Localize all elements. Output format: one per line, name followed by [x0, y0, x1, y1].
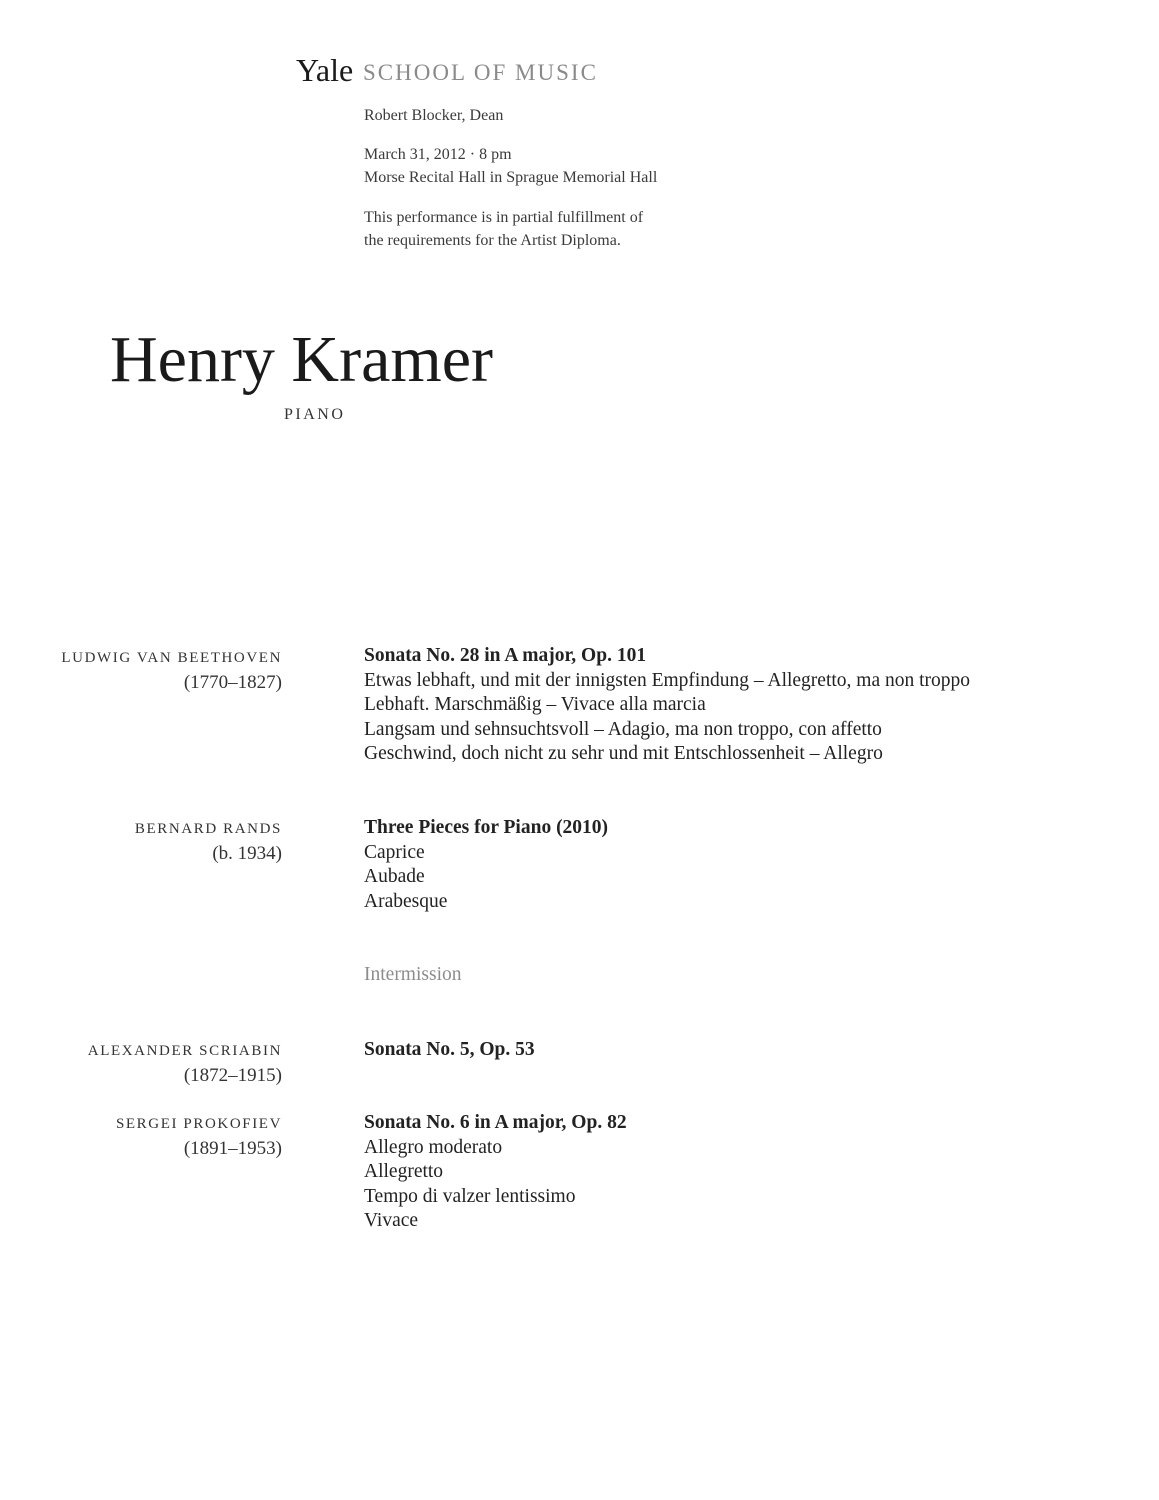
movement: Allegro moderato — [364, 1136, 503, 1158]
work-rands — [364, 816, 608, 914]
work-title: Sonata No. 5, Op. 53 — [364, 1039, 535, 1060]
movement: Caprice — [364, 841, 425, 863]
venue: Morse Recital Hall in Sprague Memorial Hall — [364, 169, 658, 186]
event-info — [364, 143, 657, 189]
note-line-1: This performance is in partial fulfillment of — [364, 209, 644, 226]
school-name: SCHOOL OF MUSIC — [363, 60, 598, 85]
movement: Aubade — [364, 866, 425, 887]
work-beethoven — [364, 644, 970, 767]
yale-wordmark: Yale — [296, 52, 354, 88]
performer-instrument: PIANO — [284, 406, 346, 423]
work-title: Sonata No. 28 in A major, Op. 101 — [364, 645, 647, 666]
work-title: Sonata No. 6 in A major, Op. 82 — [364, 1112, 627, 1133]
movement: Langsam und sehnsuchtsvoll – Adagio, ma non troppo, con affetto — [364, 718, 882, 740]
movement: Vivace — [364, 1210, 419, 1231]
movement: Geschwind, doch nicht zu sehr und mit Entschlossenheit – Allegro — [364, 743, 883, 764]
composer-rands — [135, 817, 282, 867]
composer-dates: (1891–1953) — [183, 1138, 282, 1159]
performer-name: Henry Kramer — [110, 323, 493, 396]
work-prokofiev — [364, 1111, 627, 1234]
composer-prokofiev — [116, 1112, 282, 1162]
dean-line: Robert Blocker, Dean — [364, 107, 504, 124]
work-scriabin — [364, 1038, 535, 1063]
composer-name: SERGEI PROKOFIEV — [115, 1116, 282, 1132]
composer-name: ALEXANDER SCRIABIN — [87, 1043, 282, 1059]
composer-dates: (b. 1934) — [212, 843, 282, 864]
composer-dates: (1770–1827) — [183, 672, 282, 693]
work-title: Three Pieces for Piano (2010) — [364, 817, 609, 838]
movement: Lebhaft. Marschmäßig – Vivace alla marcia — [364, 694, 706, 715]
composer-name: BERNARD RANDS — [134, 821, 282, 837]
composer-beethoven — [61, 646, 282, 696]
date-time: March 31, 2012 · 8 pm — [364, 146, 512, 163]
movement: Allegretto — [364, 1161, 444, 1182]
movement: Etwas lebhaft, und mit der innigsten Empfindung – Allegretto, ma non troppo — [364, 669, 971, 691]
composer-name: LUDWIG VAN BEETHOVEN — [61, 650, 282, 666]
performance-note — [364, 206, 643, 252]
composer-scriabin — [88, 1039, 282, 1089]
composer-dates: (1872–1915) — [183, 1065, 282, 1086]
movement: Arabesque — [364, 890, 448, 912]
intermission-label: Intermission — [364, 964, 462, 985]
note-line-2: the requirements for the Artist Diploma. — [364, 232, 621, 249]
movement: Tempo di valzer lentissimo — [364, 1185, 576, 1207]
